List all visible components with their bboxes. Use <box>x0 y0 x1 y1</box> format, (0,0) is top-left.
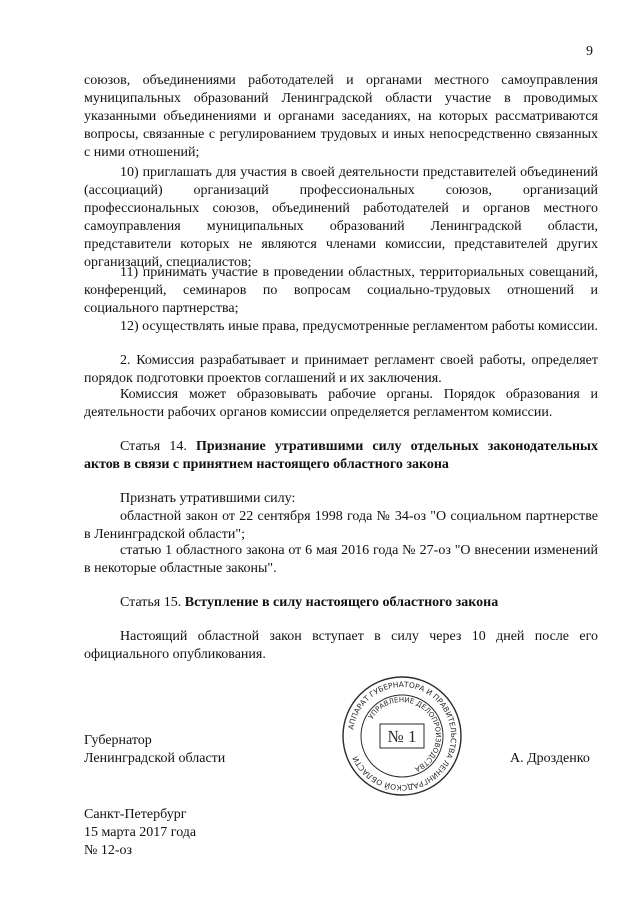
stamp-inner-text: УПРАВЛЕНИЕ ДЕЛОПРОИЗВОДСТВА <box>367 695 443 774</box>
article-14-item-1: областной закон от 22 сентября 1998 года № 34-оз "О социальном партнерстве в Ленинградской области"; <box>84 509 598 542</box>
governor-title: Губернатор <box>84 733 152 748</box>
footer-law-number: № 12-оз <box>84 843 133 858</box>
paragraph-clause-2: 2. Комиссия разрабатывает и принимает регламент своей работы, определяет порядок подготовки проектов соглашений и их заключения. <box>84 353 598 386</box>
official-stamp <box>340 674 464 798</box>
footer-block <box>84 806 196 860</box>
page-number: 9 <box>586 44 593 59</box>
signatory-name: А. Дрозденко <box>510 751 590 766</box>
article-14-title: Признание утратившими силу отдельных законодательных актов в связи с принятием настоящего областного закона <box>84 439 598 472</box>
article-14-intro: Признать утратившими силу: <box>120 491 296 506</box>
article-15-number: Статья 15. <box>120 595 182 610</box>
signature-title <box>84 732 225 768</box>
article-15-text: Настоящий областной закон вступает в силу через 10 дней после его официального опубликования. <box>84 629 598 662</box>
stamp-number: № 1 <box>387 727 417 746</box>
article-14-number: Статья 14. <box>120 439 187 454</box>
article-14-item-2: статью 1 областного закона от 6 мая 2016 года № 27-оз "О внесении изменений в некоторые областные законы". <box>84 543 598 576</box>
article-14-heading <box>84 438 598 474</box>
article-15-title: Вступление в силу настоящего областного закона <box>184 595 499 610</box>
article-15-heading <box>84 594 598 612</box>
stamp-ring-text: АППАРАТ ГУБЕРНАТОРА И ПРАВИТЕЛЬСТВА ЛЕНИНГРАДСКОЙ ОБЛАСТИ <box>346 679 459 793</box>
paragraph-working-bodies: Комиссия может образовывать рабочие органы. Порядок образования и деятельности рабочих органов комиссии определяется регламентом комиссии. <box>84 387 598 420</box>
paragraph-item-12: 12) осуществлять иные права, предусмотренные регламентом работы комиссии. <box>120 319 598 334</box>
paragraph-item-10: 10) приглашать для участия в своей деятельности представителей объединений (ассоциаций) организаций профессиональных союзов, организаций профессиональных союзов, объединений работодателей и органов местного самоуправления муниципальных образований Ленинградской области, представители которых не являются членами комиссии, представителей других организаций, специалистов; <box>84 165 598 270</box>
region-title: Ленинградской области <box>84 751 226 766</box>
footer-city: Санкт-Петербург <box>84 807 187 822</box>
footer-date: 15 марта 2017 года <box>84 825 197 840</box>
paragraph-continuation: союзов, объединениями работодателей и органами местного самоуправления муниципальных образований Ленинградской области участие в проводимых указанными объединениями и органами заседаниях, на которых рассматриваются вопросы, связанные с регулированием трудовых и иных непосредственно связанных с ними отношений; <box>84 73 598 160</box>
paragraph-item-11: 11) принимать участие в проведении областных, территориальных совещаний, конференций, семинаров по вопросам социально-трудовых отношений и социального партнерства; <box>84 265 598 316</box>
